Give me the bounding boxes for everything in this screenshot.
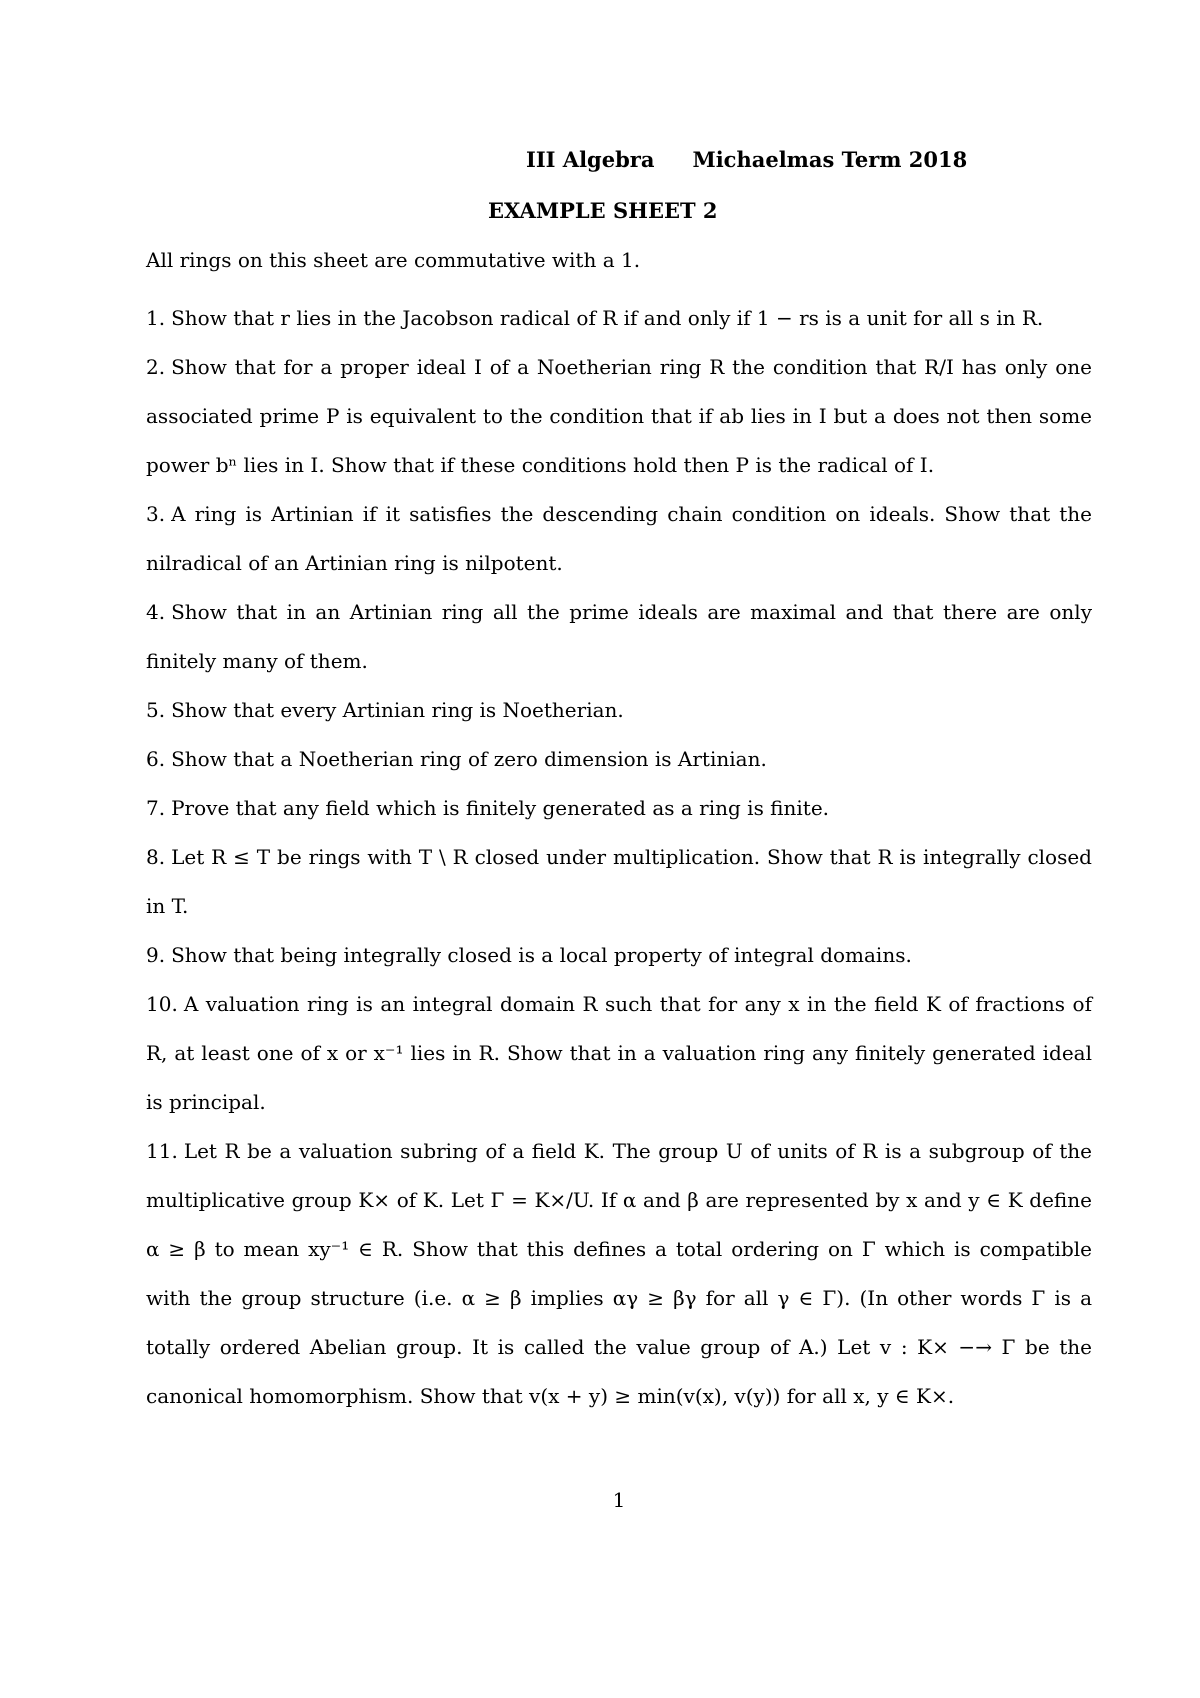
- problem-text: Let R ≤ T be rings with T \ R closed under multiplication. Show that R is integrally closed in T.: [146, 845, 1092, 918]
- problem-11: [146, 1127, 1092, 1421]
- problem-number: 5.: [146, 698, 166, 722]
- problem-6: [146, 735, 1092, 784]
- problem-text: Show that r lies in the Jacobson radical of R if and only if 1 − rs is a unit for all s in R.: [171, 306, 1044, 330]
- problem-text: A valuation ring is an integral domain R such that for any x in the field K of fractions of R, at least one of x or x⁻¹ lies in R. Show that in a valuation ring any finitely generated ideal is principal.: [146, 992, 1092, 1114]
- problem-10: [146, 980, 1092, 1127]
- problem-number: 2.: [146, 355, 166, 379]
- problem-number: 7.: [146, 796, 166, 820]
- document-header: [526, 147, 967, 172]
- problem-number: 10.: [146, 992, 178, 1016]
- term-label: Michaelmas Term 2018: [692, 147, 968, 172]
- problem-8: [146, 833, 1092, 931]
- problem-text: Show that for a proper ideal I of a Noetherian ring R the condition that R/I has only one associated prime P is equivalent to the condition that if ab lies in I but a does not then some power bⁿ lies in I. Show that if these conditions hold then P is the radical of I.: [146, 355, 1092, 477]
- document-page: [146, 0, 1092, 1698]
- problem-9: [146, 931, 1092, 980]
- problem-1: [146, 294, 1092, 343]
- problem-number: 3.: [146, 502, 166, 526]
- course-title: III Algebra: [526, 147, 655, 172]
- problem-text: Show that being integrally closed is a local property of integral domains.: [171, 943, 912, 967]
- problem-number: 6.: [146, 747, 166, 771]
- problem-text: Show that in an Artinian ring all the prime ideals are maximal and that there are only finitely many of them.: [146, 600, 1092, 673]
- problem-text: Show that a Noetherian ring of zero dimension is Artinian.: [171, 747, 767, 771]
- page-number: 1: [612, 1488, 626, 1512]
- problem-number: 8.: [146, 845, 166, 869]
- intro-text: All rings on this sheet are commutative with a 1.: [146, 248, 641, 272]
- problem-2: [146, 343, 1092, 490]
- problem-text: Show that every Artinian ring is Noetherian.: [171, 698, 624, 722]
- problem-4: [146, 588, 1092, 686]
- problem-number: 4.: [146, 600, 166, 624]
- problem-text: A ring is Artinian if it satisfies the descending chain condition on ideals. Show that the nilradical of an Artinian ring is nilpotent.: [146, 502, 1092, 575]
- sheet-title: EXAMPLE SHEET 2: [488, 198, 718, 223]
- problem-list: [146, 294, 1092, 1421]
- problem-number: 9.: [146, 943, 166, 967]
- problem-text: Let R be a valuation subring of a field K. The group U of units of R is a subgroup of the multiplicative group K× of K. Let Γ = K×/U. If α and β are represented by x and y ∈ K define α ≥ β to mean xy⁻¹ ∈ R. Show that this defines a total ordering on Γ which is compatible with the group structure (i.e. α ≥ β implies αγ ≥ βγ for all γ ∈ Γ). (In other words Γ is a totally ordered Abelian group. It is called the value group of A.) Let v : K× −→ Γ be the canonical homomorphism. Show that v(x + y) ≥ min(v(x), v(y)) for all x, y ∈ K×.: [146, 1139, 1092, 1408]
- problem-text: Prove that any field which is finitely generated as a ring is finite.: [171, 796, 830, 820]
- problem-number: 1.: [146, 306, 166, 330]
- problem-3: [146, 490, 1092, 588]
- problem-number: 11.: [146, 1139, 178, 1163]
- problem-7: [146, 784, 1092, 833]
- problem-5: [146, 686, 1092, 735]
